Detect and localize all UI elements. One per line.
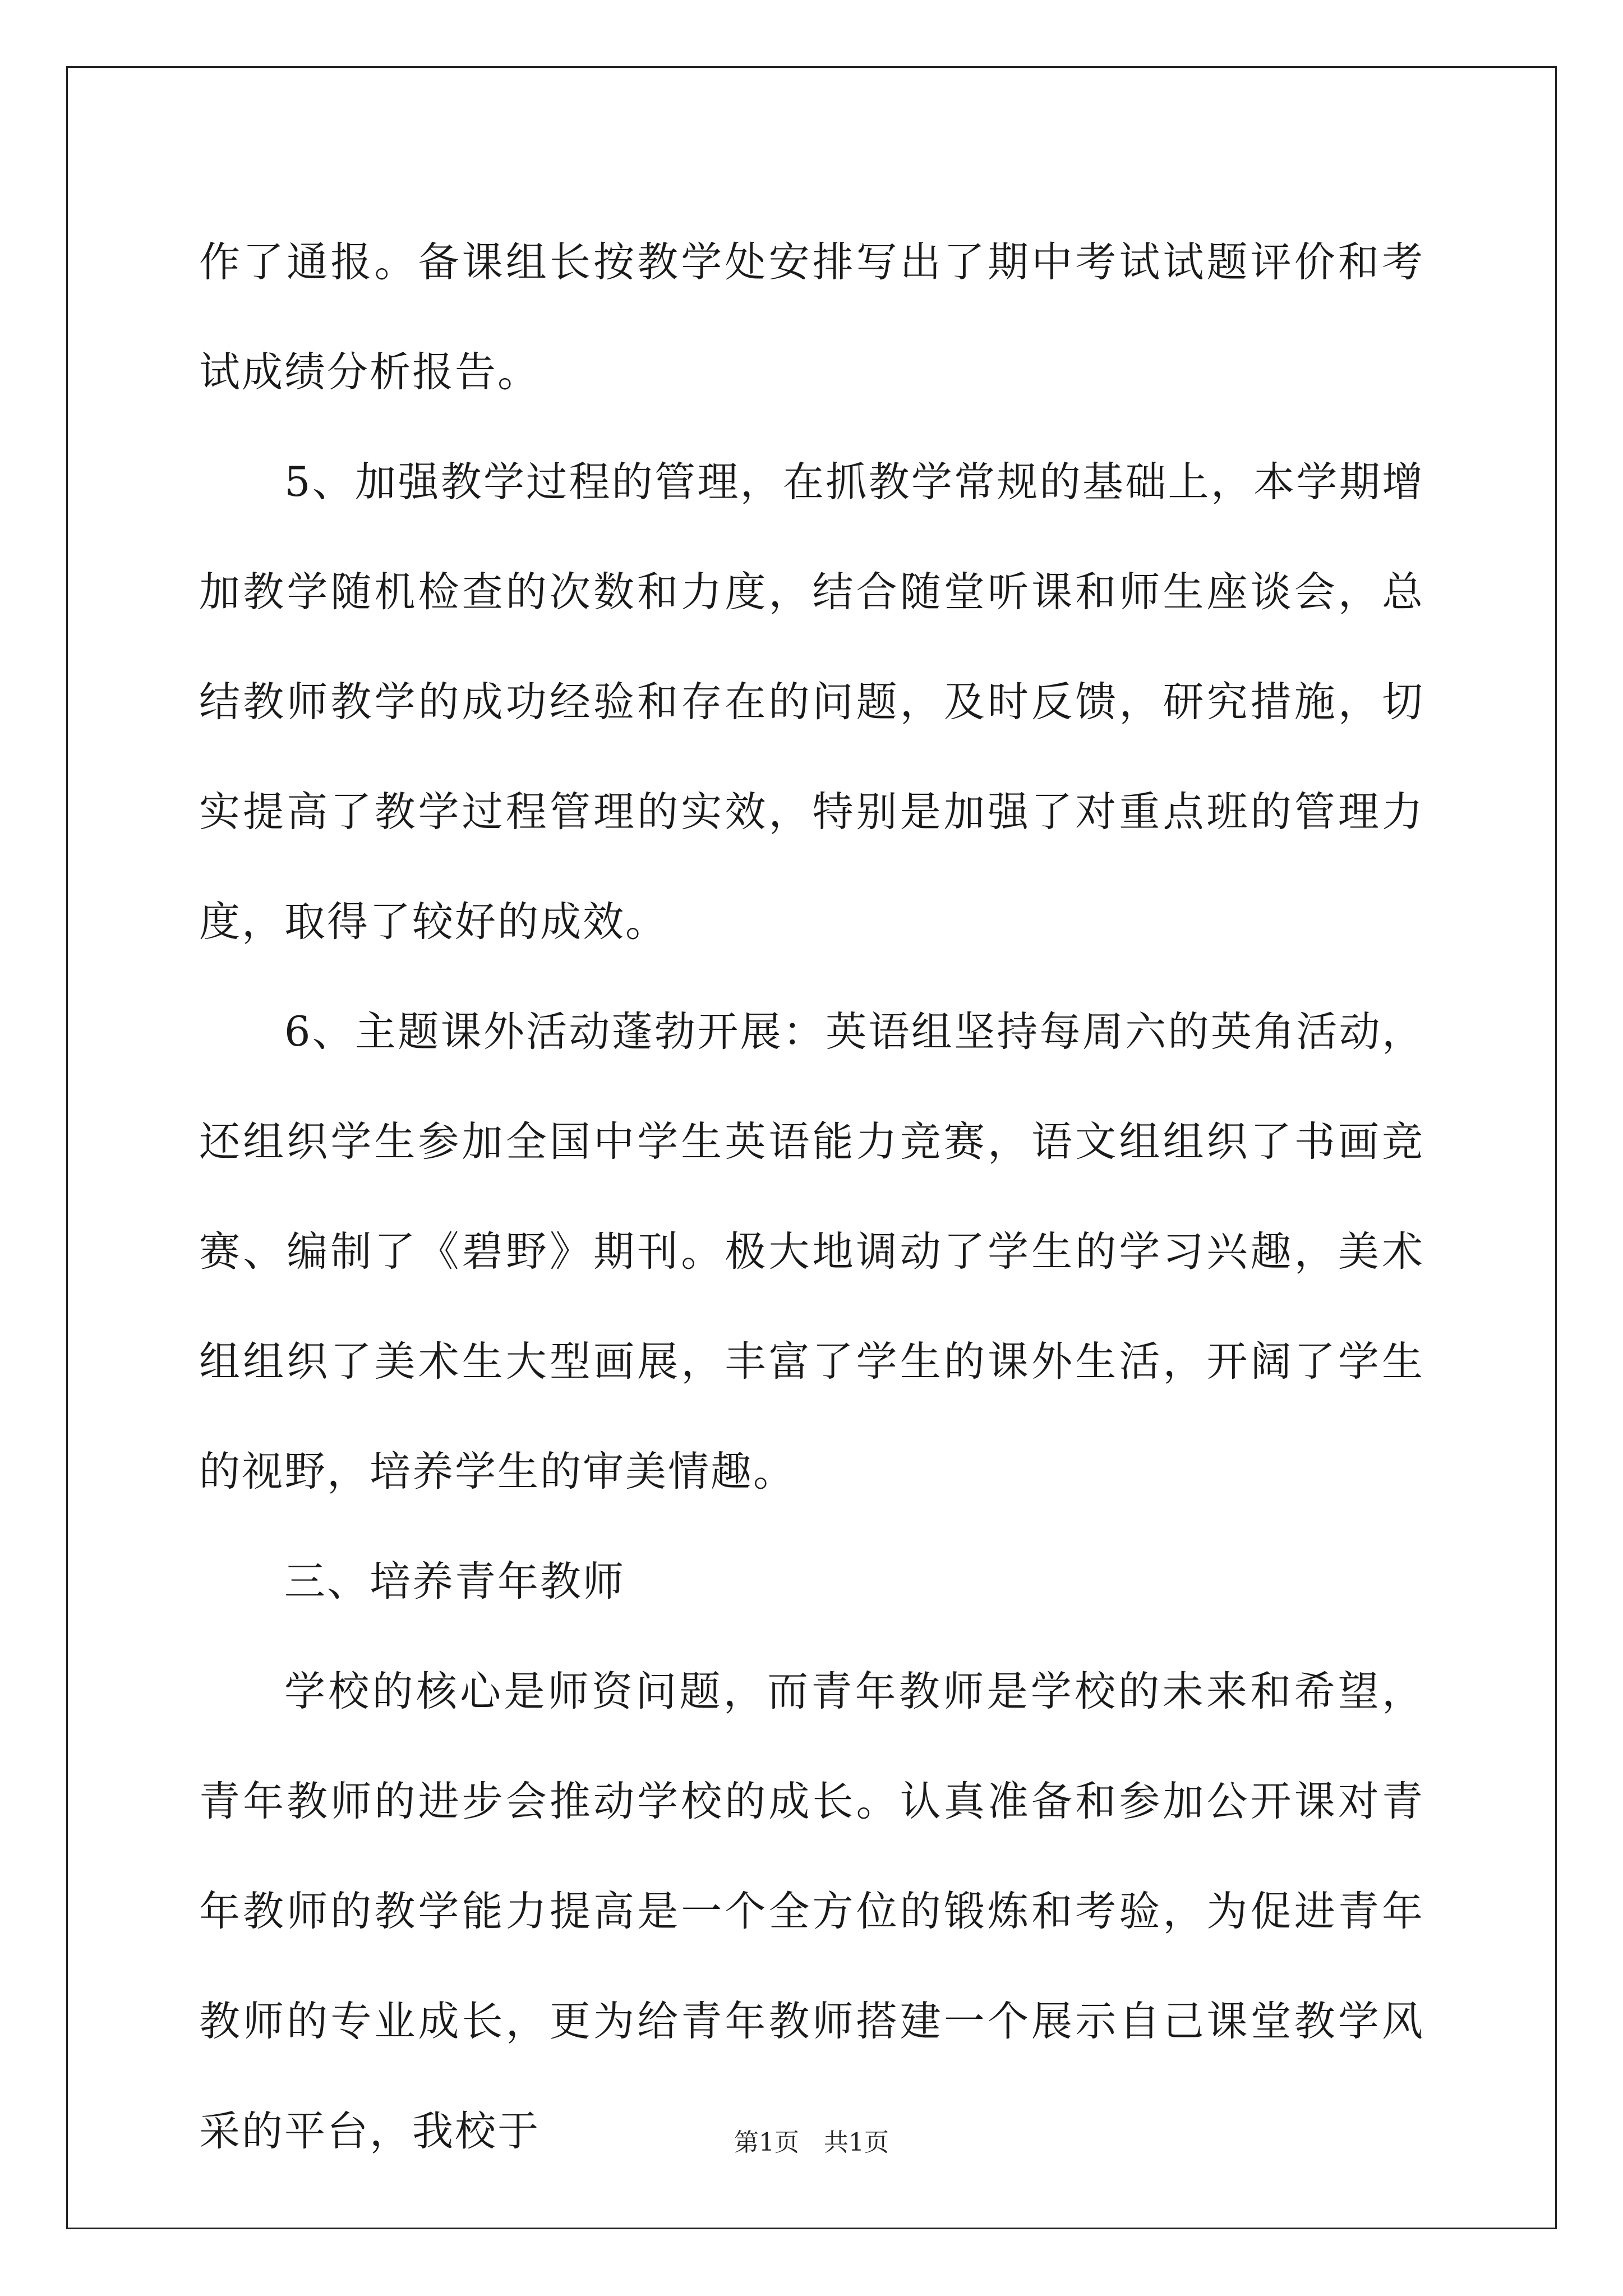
paragraph-continuation: 作了通报。备课组长按教学处安排写出了期中考试试题评价和考试成绩分析报告。 bbox=[199, 238, 1424, 396]
page-footer bbox=[0, 2126, 1623, 2160]
page-total: 共1页 bbox=[824, 2128, 889, 2157]
paragraph-item-6: 6、主题课外活动蓬勃开展：英语组坚持每周六的英角活动，还组织学生参加全国中学生英语能力竞赛，语文组组织了书画竞赛、编制了《碧野》期刊。极大地调动了学生的学习兴趣，美术组组织了美术生大型画展，丰富了学生的课外生活，开阔了学生的视野，培养学生的审美情趣。 bbox=[199, 1008, 1424, 1496]
paragraph-item-5: 5、加强教学过程的管理，在抓教学常规的基础上，本学期增加教学随机检查的次数和力度，结合随堂听课和师生座谈会，总结教师教学的成功经验和存在的问题，及时反馈，研究措施，切实提高了教学过程管理的实效，特别是加强了对重点班的管理力度，取得了较好的成效。 bbox=[199, 458, 1424, 946]
document-body bbox=[199, 208, 1424, 2187]
section-heading: 三、培养青年教师 bbox=[284, 1558, 625, 1605]
page-number: 第1页 bbox=[734, 2128, 799, 2157]
paragraph-young-teachers: 学校的核心是师资问题，而青年教师是学校的未来和希望，青年教师的进步会推动学校的成长。认真准备和参加公开课对青年教师的教学能力提高是一个全方位的锻炼和考验，为促进青年教师的专业成长，更为给青年教师搭建一个展示自己课堂教学风采的平台，我校于 bbox=[199, 1668, 1424, 2155]
